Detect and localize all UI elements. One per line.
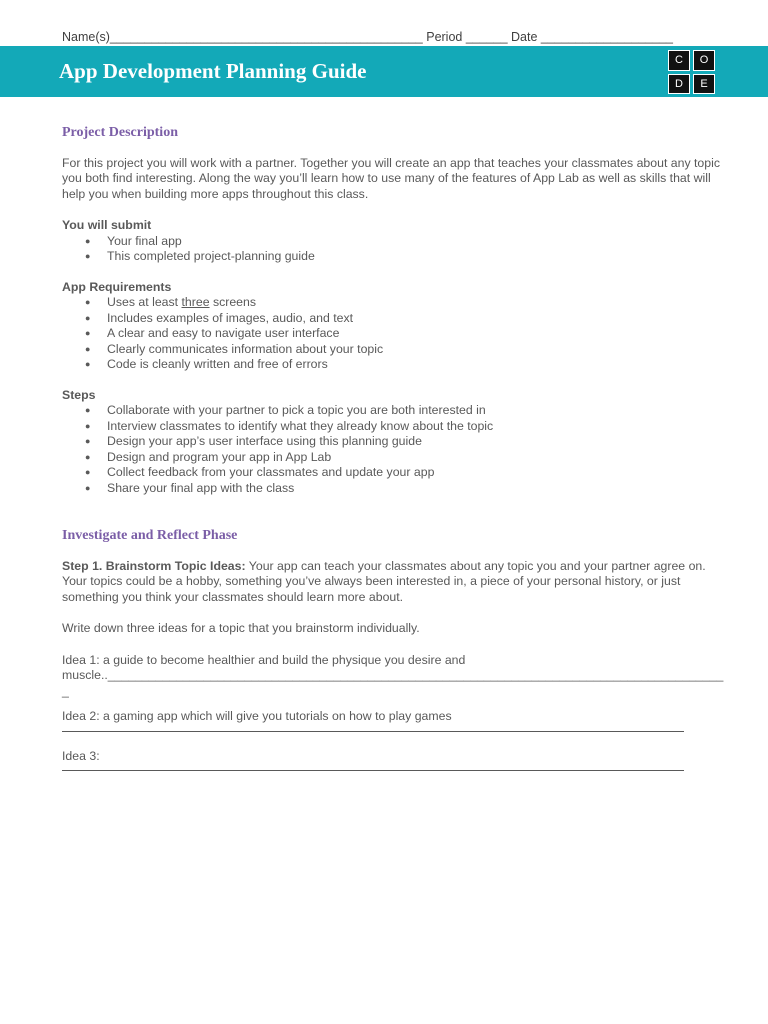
idea3-answer-line[interactable] xyxy=(62,770,684,771)
step1-text: Your app can teach your classmates about any topic you and your partner agree on. Your topics could be a hobby, something you’ve always been interested in, a piece of your personal history, or just something you think your classmates should learn more about. xyxy=(62,558,706,604)
title-banner xyxy=(0,46,768,97)
logo-letter-e: E xyxy=(693,74,715,95)
list-item: ● Clearly communicates information about your topic xyxy=(107,342,724,358)
code-logo xyxy=(668,50,715,94)
investigate-heading: Investigate and Reflect Phase xyxy=(62,528,238,543)
list-item: ● Interview classmates to identify what they already know about the topic xyxy=(107,419,724,435)
steps-list xyxy=(62,403,724,496)
list-item: ● A clear and easy to navigate user interface xyxy=(107,326,724,342)
idea2-answer-line[interactable] xyxy=(62,731,684,732)
list-item: ● Share your final app with the class xyxy=(107,481,724,497)
steps-heading: Steps xyxy=(62,387,96,402)
req-suffix: screens xyxy=(209,295,257,309)
step1-paragraph xyxy=(62,559,724,606)
idea3-label[interactable]: Idea 3: xyxy=(62,748,100,763)
requirements-heading: App Requirements xyxy=(62,279,172,294)
page-title: App Development Planning Guide xyxy=(59,59,367,83)
idea2-text[interactable]: Idea 2: a gaming app which will give you tutorials on how to play games xyxy=(62,709,452,723)
list-item xyxy=(107,295,724,311)
list-item: ● Includes examples of images, audio, and text xyxy=(107,311,724,327)
logo-letter-o: O xyxy=(693,50,715,71)
step1-label: Step 1. Brainstorm Topic Ideas: xyxy=(62,558,246,573)
idea1-line3[interactable]: _ xyxy=(62,683,69,698)
name-period-date-line[interactable]: Name(s)_____________________________________________ Period ______ Date ___________________ xyxy=(62,30,673,44)
list-item: ● Collaborate with your partner to pick a topic you are both interested in xyxy=(107,403,724,419)
list-item: ● Design your app’s user interface using this planning guide xyxy=(107,434,724,450)
project-description-heading: Project Description xyxy=(62,125,178,140)
project-description-text: For this project you will work with a partner. Together you will create an app that teaches your classmates about any topic you both find interesting. Along the way you’ll learn how to use many of the features of App Lab as well as skills that will help you when building more apps throughout this class. xyxy=(62,155,720,201)
list-item: ● Your final app xyxy=(107,234,724,250)
list-item: ● Design and program your app in App Lab xyxy=(107,450,724,466)
list-item: ● Code is cleanly written and free of errors xyxy=(107,357,724,373)
list-item: ● Collect feedback from your classmates and update your app xyxy=(107,465,724,481)
instruction-text: Write down three ideas for a topic that you brainstorm individually. xyxy=(62,621,420,635)
list-item: ● This completed project-planning guide xyxy=(107,249,724,265)
submit-heading: You will submit xyxy=(62,218,152,232)
idea1-line1[interactable]: Idea 1: a guide to become healthier and build the physique you desire and xyxy=(62,652,466,667)
logo-letter-c: C xyxy=(668,50,690,71)
requirements-list xyxy=(62,295,724,373)
logo-letter-d: D xyxy=(668,74,690,95)
submit-list xyxy=(62,234,724,265)
document-body xyxy=(62,125,724,771)
req-prefix: Uses at least xyxy=(107,295,182,309)
idea1-line2[interactable]: muscle..__________________________________________________________________________________________ xyxy=(62,668,724,682)
req-underlined-word: three xyxy=(181,295,210,309)
